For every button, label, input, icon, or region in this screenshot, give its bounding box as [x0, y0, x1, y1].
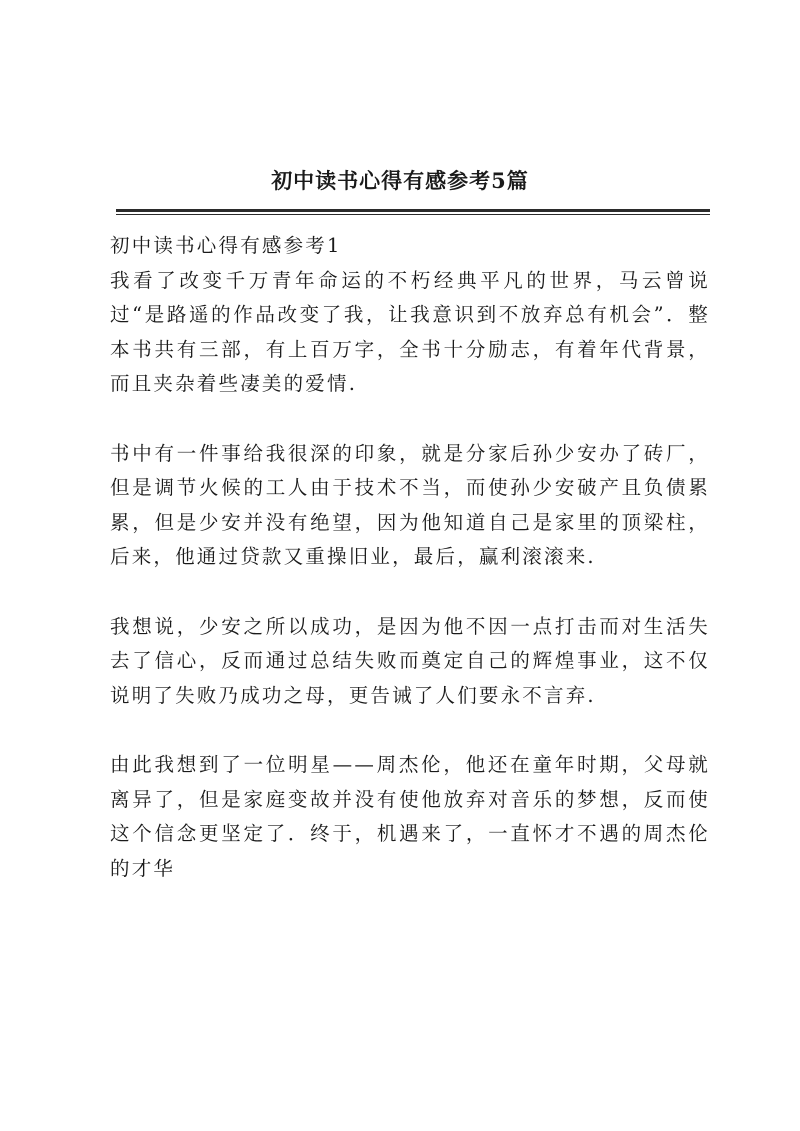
paragraph-3: 我想说，少安之所以成功，是因为他不因一点打击而对生活失去了信心，反而通过总结失败而奠定自己的辉煌事业，这不仅说明了失败乃成功之母，更告诫了人们要永不言弃.	[110, 614, 710, 707]
title-divider-thin	[116, 214, 710, 215]
paragraph-4: 由此我想到了一位明星——周杰伦，他还在童年时期，父母就离异了，但是家庭变故并没有使他放弃对音乐的梦想，反而使这个信念更坚定了．终于，机遇来了，一直怀才不遇的周杰伦的才华	[110, 752, 710, 880]
paragraph-1: 我看了改变千万青年命运的不朽经典平凡的世界，马云曾说过“是路遥的作品改变了我，让我意识到不放弃总有机会”．整本书共有三部，有上百万字，全书十分励志，有着年代背景，而且夹杂着些凄美的爱情.	[110, 268, 710, 396]
title-divider	[116, 209, 710, 212]
section-heading: 初中读书心得有感参考1	[110, 234, 342, 257]
document-body	[110, 229, 710, 921]
document-title: 初中读书心得有感参考5篇	[271, 168, 529, 193]
paragraph-2: 书中有一件事给我很深的印象，就是分家后孙少安办了砖厂，但是调节火候的工人由于技术不当，而使孙少安破产且负债累累，但是少安并没有绝望，因为他知道自己是家里的顶梁柱，后来，他通过贷款又重操旧业，最后，赢利滚滚来.	[110, 441, 710, 569]
